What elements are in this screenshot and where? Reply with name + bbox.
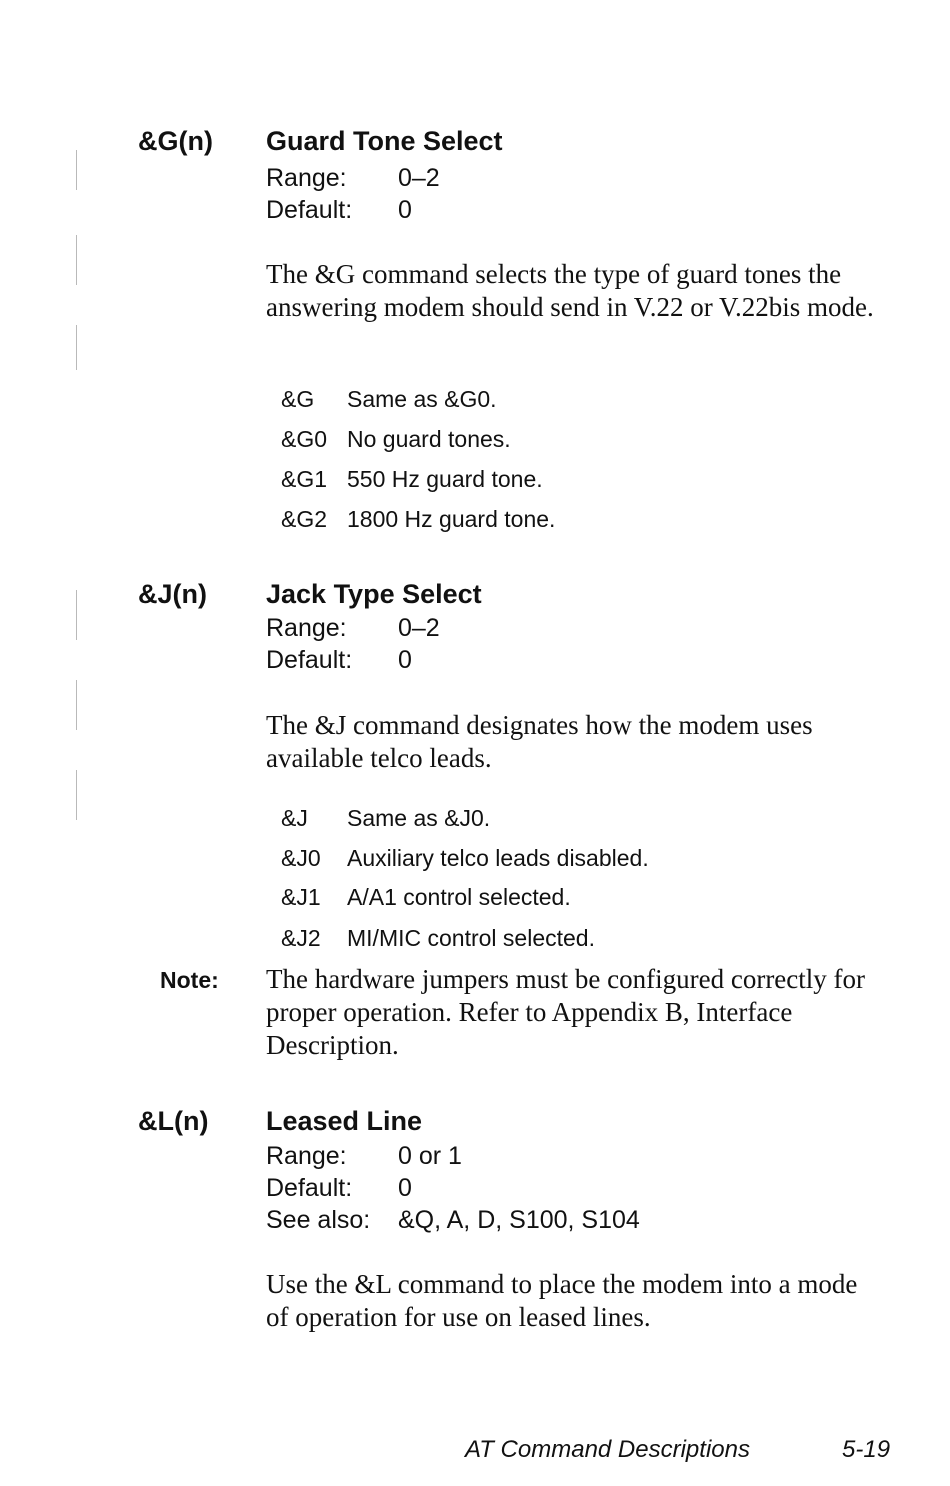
footer-page-number: 5-19 — [842, 1436, 891, 1463]
description-paragraph: The &G command selects the type of guard tones the answering modem should send in V.22 or V.22bis mode. — [266, 259, 874, 322]
option-code: &G0 — [281, 426, 328, 452]
range-value: 0–2 — [398, 614, 440, 642]
see-also-label: See also: — [266, 1206, 371, 1234]
option-code: &J — [281, 805, 308, 831]
option-row — [281, 805, 490, 832]
option-row — [281, 925, 595, 952]
command-l: &L(n) — [138, 1106, 209, 1136]
range-row — [266, 1142, 462, 1171]
command-j: &J(n) — [138, 579, 207, 609]
note-label: Note: — [160, 967, 219, 993]
range-row — [266, 614, 440, 643]
option-code: &G — [281, 386, 315, 412]
option-row — [281, 884, 571, 911]
default-label: Default: — [266, 1174, 353, 1202]
range-label: Range: — [266, 614, 347, 642]
option-row — [281, 426, 511, 453]
command-g: &G(n) — [138, 126, 213, 156]
note-text: The hardware jumpers must be configured correctly for proper operation. Refer to Appendix B, Interface Description. — [266, 964, 866, 1060]
range-label: Range: — [266, 164, 347, 192]
option-code: &G1 — [281, 466, 328, 492]
option-text: 550 Hz guard tone. — [347, 466, 543, 492]
option-text: A/A1 control selected. — [347, 884, 571, 910]
default-row — [266, 646, 412, 675]
option-text: MI/MIC control selected. — [347, 925, 595, 951]
default-label: Default: — [266, 196, 353, 224]
section-title-leased-line: Leased Line — [266, 1106, 423, 1136]
see-also-row — [266, 1206, 640, 1235]
description-paragraph: The &J command designates how the modem uses available telco leads. — [266, 710, 813, 773]
option-code: &G2 — [281, 506, 328, 532]
option-text: No guard tones. — [347, 426, 511, 452]
default-value: 0 — [398, 196, 412, 224]
option-text: Same as &J0. — [347, 805, 491, 831]
section-title-jack-type: Jack Type Select — [266, 579, 482, 609]
option-code: &J0 — [281, 845, 321, 871]
description-paragraph: Use the &L command to place the modem into a mode of operation for use on leased lines. — [266, 1269, 858, 1332]
default-value: 0 — [398, 646, 412, 674]
section-title-guard-tone: Guard Tone Select — [266, 126, 503, 156]
range-row — [266, 164, 440, 193]
footer-chapter: AT Command Descriptions — [465, 1436, 750, 1463]
option-row — [281, 845, 649, 872]
default-row — [266, 1174, 412, 1203]
default-label: Default: — [266, 646, 353, 674]
see-also-value: &Q, A, D, S100, S104 — [398, 1206, 640, 1234]
default-value: 0 — [398, 1174, 412, 1202]
option-row — [281, 506, 555, 533]
option-row — [281, 466, 543, 493]
option-code: &J1 — [281, 884, 321, 910]
range-value: 0 or 1 — [398, 1142, 462, 1170]
range-label: Range: — [266, 1142, 347, 1170]
option-row — [281, 386, 497, 413]
range-value: 0–2 — [398, 164, 440, 192]
option-code: &J2 — [281, 925, 321, 951]
default-row — [266, 196, 412, 225]
option-text: Same as &G0. — [347, 386, 497, 412]
option-text: 1800 Hz guard tone. — [347, 506, 556, 532]
option-text: Auxiliary telco leads disabled. — [347, 845, 649, 871]
